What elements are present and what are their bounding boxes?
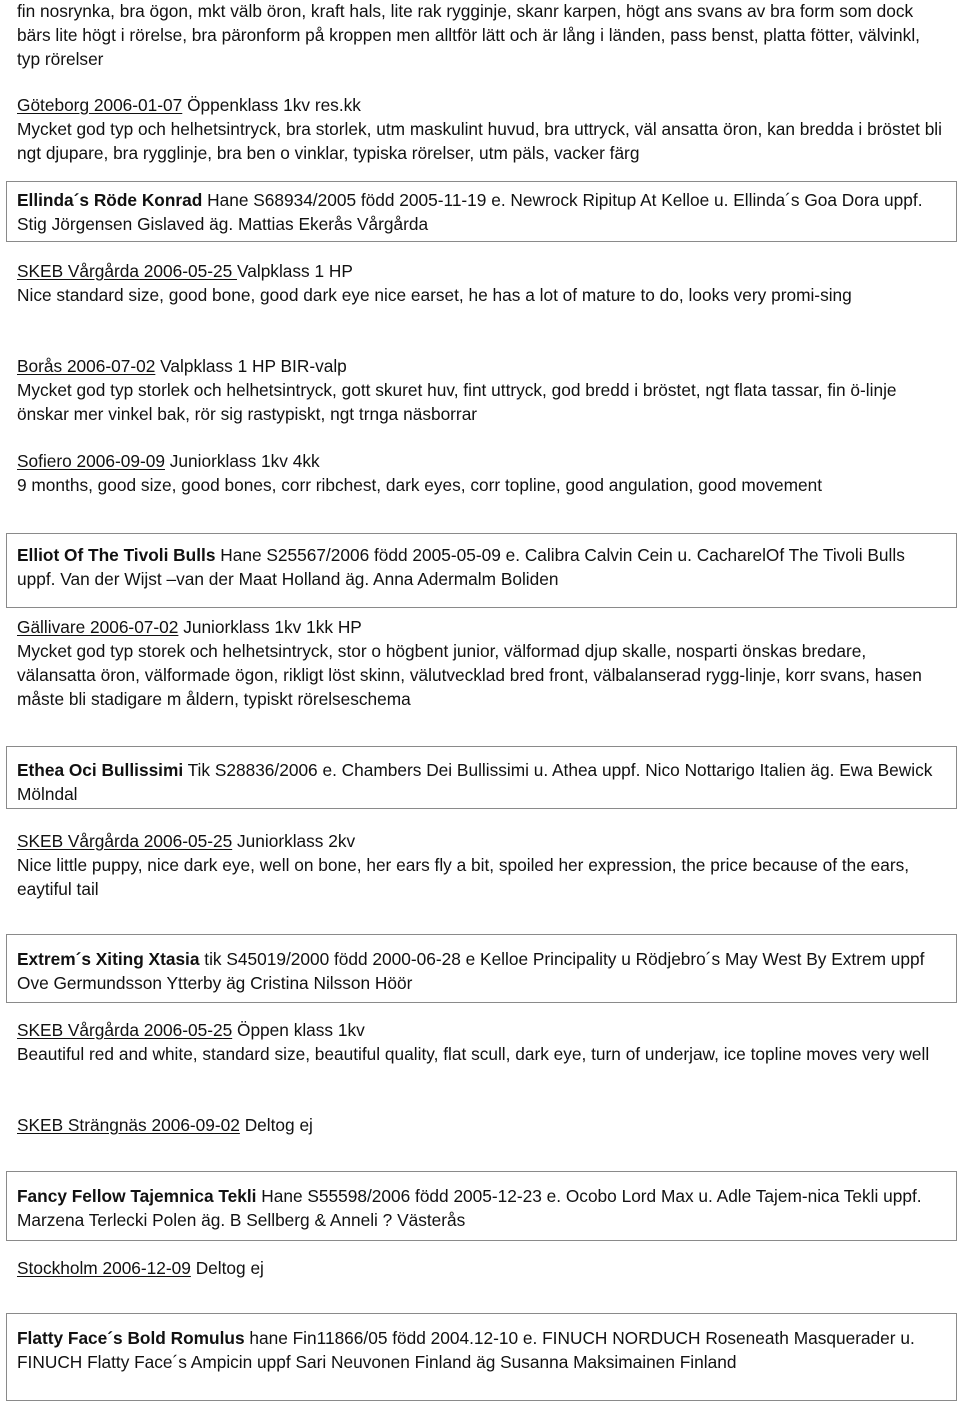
dog-name: Elliot Of The Tivoli Bulls <box>17 545 216 565</box>
dog-info: Hane S25567/2006 född 2005-05-09 e. Calibra Calvin Cein u. CacharelOf The Tivoli Bulls uppf. Van der Wijst –van der Maat Holland äg. Anna Adermalm Boliden <box>17 545 905 589</box>
dog-info: hane Fin11866/05 född 2004.12-10 e. FINUCH NORDUCH Roseneath Masquerader u. FINUCH Flatty Face´s Ampicin uppf Sari Neuvonen Finland äg Susanna Maksimainen Finland <box>17 1328 915 1372</box>
result-heading <box>17 260 947 284</box>
show-venue-date: Gällivare 2006-07-02 <box>17 617 179 637</box>
critique-text: Beautiful red and white, standard size, beautiful quality, flat scull, dark eye, turn of underjaw, ice topline moves very well <box>17 1044 930 1064</box>
result-heading <box>17 94 947 118</box>
result-heading <box>17 1114 947 1138</box>
show-venue-date: Stockholm 2006-12-09 <box>17 1258 191 1278</box>
show-venue-date: SKEB Vårgårda 2006-05-25 <box>17 1020 233 1040</box>
show-class: Öppen klass 1kv <box>232 1020 365 1040</box>
show-venue-date: SKEB Vårgårda 2006-05-25 <box>17 831 233 851</box>
dog-info: Hane S68934/2005 född 2005-11-19 e. Newrock Ripitup At Kelloe u. Ellinda´s Goa Dora uppf. Stig Jörgensen Gislaved äg. Mattias Ekerås Vårgårda <box>17 190 923 234</box>
show-venue-date: SKEB Vårgårda 2006-05-25 <box>17 261 237 281</box>
result-heading <box>17 355 947 379</box>
dog-info: Hane S55598/2006 född 2005-12-23 e. Ocobo Lord Max u. Adle Tajem-nica Tekli uppf. Marzena Terlecki Polen äg. B Sellberg & Anneli ? Västerås <box>17 1186 922 1230</box>
show-venue-date: SKEB Strängnäs 2006-09-02 <box>17 1115 240 1135</box>
dog-entry-box <box>6 181 957 242</box>
show-venue-date: Borås 2006-07-02 <box>17 356 156 376</box>
show-class: Juniorklass 1kv 1kk HP <box>178 617 362 637</box>
dog-entry-box <box>6 934 957 1003</box>
dog-name: Fancy Fellow Tajemnica Tekli <box>17 1186 257 1206</box>
critique-text: Nice standard size, good bone, good dark eye nice earset, he has a lot of mature to do, looks very promi-sing <box>17 285 852 305</box>
result-heading <box>17 616 947 640</box>
dog-entry-box <box>6 1313 957 1401</box>
show-class: Öppenklass 1kv res.kk <box>182 95 361 115</box>
dog-name: Flatty Face´s Bold Romulus <box>17 1328 245 1348</box>
show-venue-date: Sofiero 2006-09-09 <box>17 451 165 471</box>
show-class: Juniorklass 2kv <box>232 831 356 851</box>
show-class: Juniorklass 1kv 4kk <box>164 451 320 471</box>
critique-text: 9 months, good size, good bones, corr ribchest, dark eyes, corr topline, good angulation, good movement <box>17 475 823 495</box>
result-heading <box>17 1257 947 1281</box>
dog-name: Extrem´s Xiting Xtasia <box>17 949 200 969</box>
intro-paragraph: fin nosrynka, bra ögon, mkt välb öron, kraft hals, lite rak rygginje, skanr karpen, högt ans svans av bra form som dock bärs lite högt i rörelse, bra päronform på kroppen men alltför lätt och är lång i länden, pass benst, platta fötter, välvinkl, typ rörelser <box>17 1 920 69</box>
critique-text: Mycket god typ och helhetsintryck, bra storlek, utm maskulint huvud, bra uttryck, väl ansatta öron, kan bredda i bröstet bli ngt djupare, bra rygglinje, bra ben o vinklar, typiska rörelser, utm päls, vacker färg <box>17 119 942 163</box>
dog-name: Ellinda´s Röde Konrad <box>17 190 203 210</box>
dog-info: tik S45019/2000 född 2000-06-28 e Kelloe Principality u Rödjebro´s May West By Extrem uppf Ove Germundsson Ytterby äg Cristina Nilsson Höör <box>17 949 925 993</box>
result-heading <box>17 450 947 474</box>
dog-info: Tik S28836/2006 e. Chambers Dei Bullissimi u. Athea uppf. Nico Nottarigo Italien äg. Ewa Bewick Mölndal <box>17 760 933 804</box>
result-heading <box>17 1019 947 1043</box>
critique-text: Mycket god typ storek och helhetsintryck, stor o högbent junior, välformad djup skalle, nosparti önskas bredare, välansatta öron, välformade ögon, rikligt löst skinn, välutvecklad bred front, välbalanserad rygg-linje, korr svans, hasen måste bli stadigare m åldern, typiskt rörelseschema <box>17 641 922 709</box>
critique-text: Mycket god typ storlek och helhetsintryck, gott skuret huv, fint uttryck, god bredd i bröstet, ngt flata tassar, fin ö-linje önskar mer vinkel bak, rör sig rastypiskt, ngt trnga näsborrar <box>17 380 897 424</box>
dog-entry-box <box>6 1171 957 1241</box>
show-class: Valpklass 1 HP <box>237 261 353 281</box>
dog-entry-box <box>6 746 957 809</box>
result-heading <box>17 830 947 854</box>
show-class: Valpklass 1 HP BIR-valp <box>155 356 347 376</box>
dog-entry-box <box>6 533 957 608</box>
show-class: Deltog ej <box>190 1258 264 1278</box>
show-venue-date: Göteborg 2006-01-07 <box>17 95 183 115</box>
critique-text: Nice little puppy, nice dark eye, well on bone, her ears fly a bit, spoiled her expression, the price because of the ears, eaytiful tail <box>17 855 910 899</box>
dog-name: Ethea Oci Bullissimi <box>17 760 184 780</box>
show-class: Deltog ej <box>239 1115 313 1135</box>
